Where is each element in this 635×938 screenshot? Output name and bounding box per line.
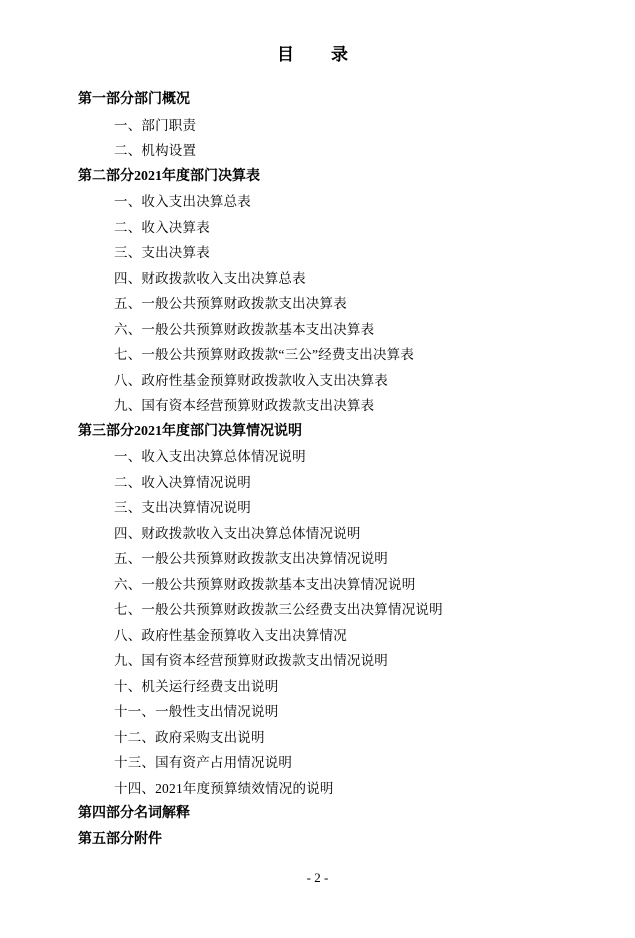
page-number: - 2 - bbox=[306, 870, 329, 885]
toc-entry[interactable]: 八、政府性基金预算财政拨款收入支出决算表 bbox=[114, 372, 388, 388]
toc-entry[interactable]: 第二部分2021年度部门决算表 bbox=[78, 168, 260, 184]
toc-entry[interactable]: 九、国有资本经营预算财政拨款支出决算表 bbox=[114, 398, 375, 413]
toc-entry[interactable]: 第三部分2021年度部门决算情况说明 bbox=[78, 423, 302, 439]
toc-entry[interactable]: 十一、一般性支出情况说明 bbox=[114, 704, 279, 719]
toc-entry[interactable]: 六、一般公共预算财政拨款基本支出决算表 bbox=[114, 321, 375, 337]
toc-entry[interactable]: 四、财政拨款收入支出决算总体情况说明 bbox=[114, 525, 361, 541]
toc-entry[interactable]: 五、一般公共预算财政拨款支出决算表 bbox=[114, 296, 347, 311]
toc-entry[interactable]: 十四、2021年度预算绩效情况的说明 bbox=[114, 780, 334, 796]
toc-entry[interactable]: 十、机关运行经费支出说明 bbox=[114, 678, 279, 694]
page-title: 目 录 bbox=[277, 45, 358, 64]
toc-entry[interactable]: 八、政府性基金预算收入支出决算情况 bbox=[114, 627, 347, 643]
toc-entry[interactable]: 九、国有资本经营预算财政拨款支出情况说明 bbox=[114, 653, 388, 668]
toc-entry[interactable]: 一、部门职责 bbox=[114, 117, 197, 133]
toc-entry[interactable]: 十三、国有资产占用情况说明 bbox=[114, 755, 293, 770]
toc-entry[interactable]: 第五部分附件 bbox=[78, 831, 162, 847]
toc-entry[interactable]: 一、收入支出决算总表 bbox=[114, 194, 251, 209]
toc-entry[interactable]: 六、一般公共预算财政拨款基本支出决算情况说明 bbox=[114, 576, 416, 592]
toc-entry[interactable]: 一、收入支出决算总体情况说明 bbox=[114, 449, 306, 464]
document-page bbox=[0, 40, 635, 938]
toc-entry[interactable]: 七、一般公共预算财政拨款“三公”经费支出决算表 bbox=[114, 347, 415, 362]
toc-entry[interactable]: 三、支出决算情况说明 bbox=[114, 500, 251, 515]
toc-entry[interactable]: 三、支出决算表 bbox=[114, 245, 210, 260]
toc-entry[interactable]: 二、收入决算表 bbox=[114, 219, 210, 235]
toc-entry[interactable]: 第四部分名词解释 bbox=[78, 806, 190, 821]
table-of-contents bbox=[0, 87, 635, 852]
toc-entry[interactable]: 二、收入决算情况说明 bbox=[114, 474, 251, 490]
toc-entry[interactable]: 七、一般公共预算财政拨款三公经费支出决算情况说明 bbox=[114, 602, 443, 617]
toc-entry[interactable]: 二、机构设置 bbox=[114, 143, 197, 158]
toc-entry[interactable]: 第一部分部门概况 bbox=[78, 92, 190, 107]
toc-entry[interactable]: 五、一般公共预算财政拨款支出决算情况说明 bbox=[114, 551, 388, 566]
toc-entry[interactable]: 四、财政拨款收入支出决算总表 bbox=[114, 270, 306, 286]
toc-entry[interactable]: 十二、政府采购支出说明 bbox=[114, 729, 265, 745]
